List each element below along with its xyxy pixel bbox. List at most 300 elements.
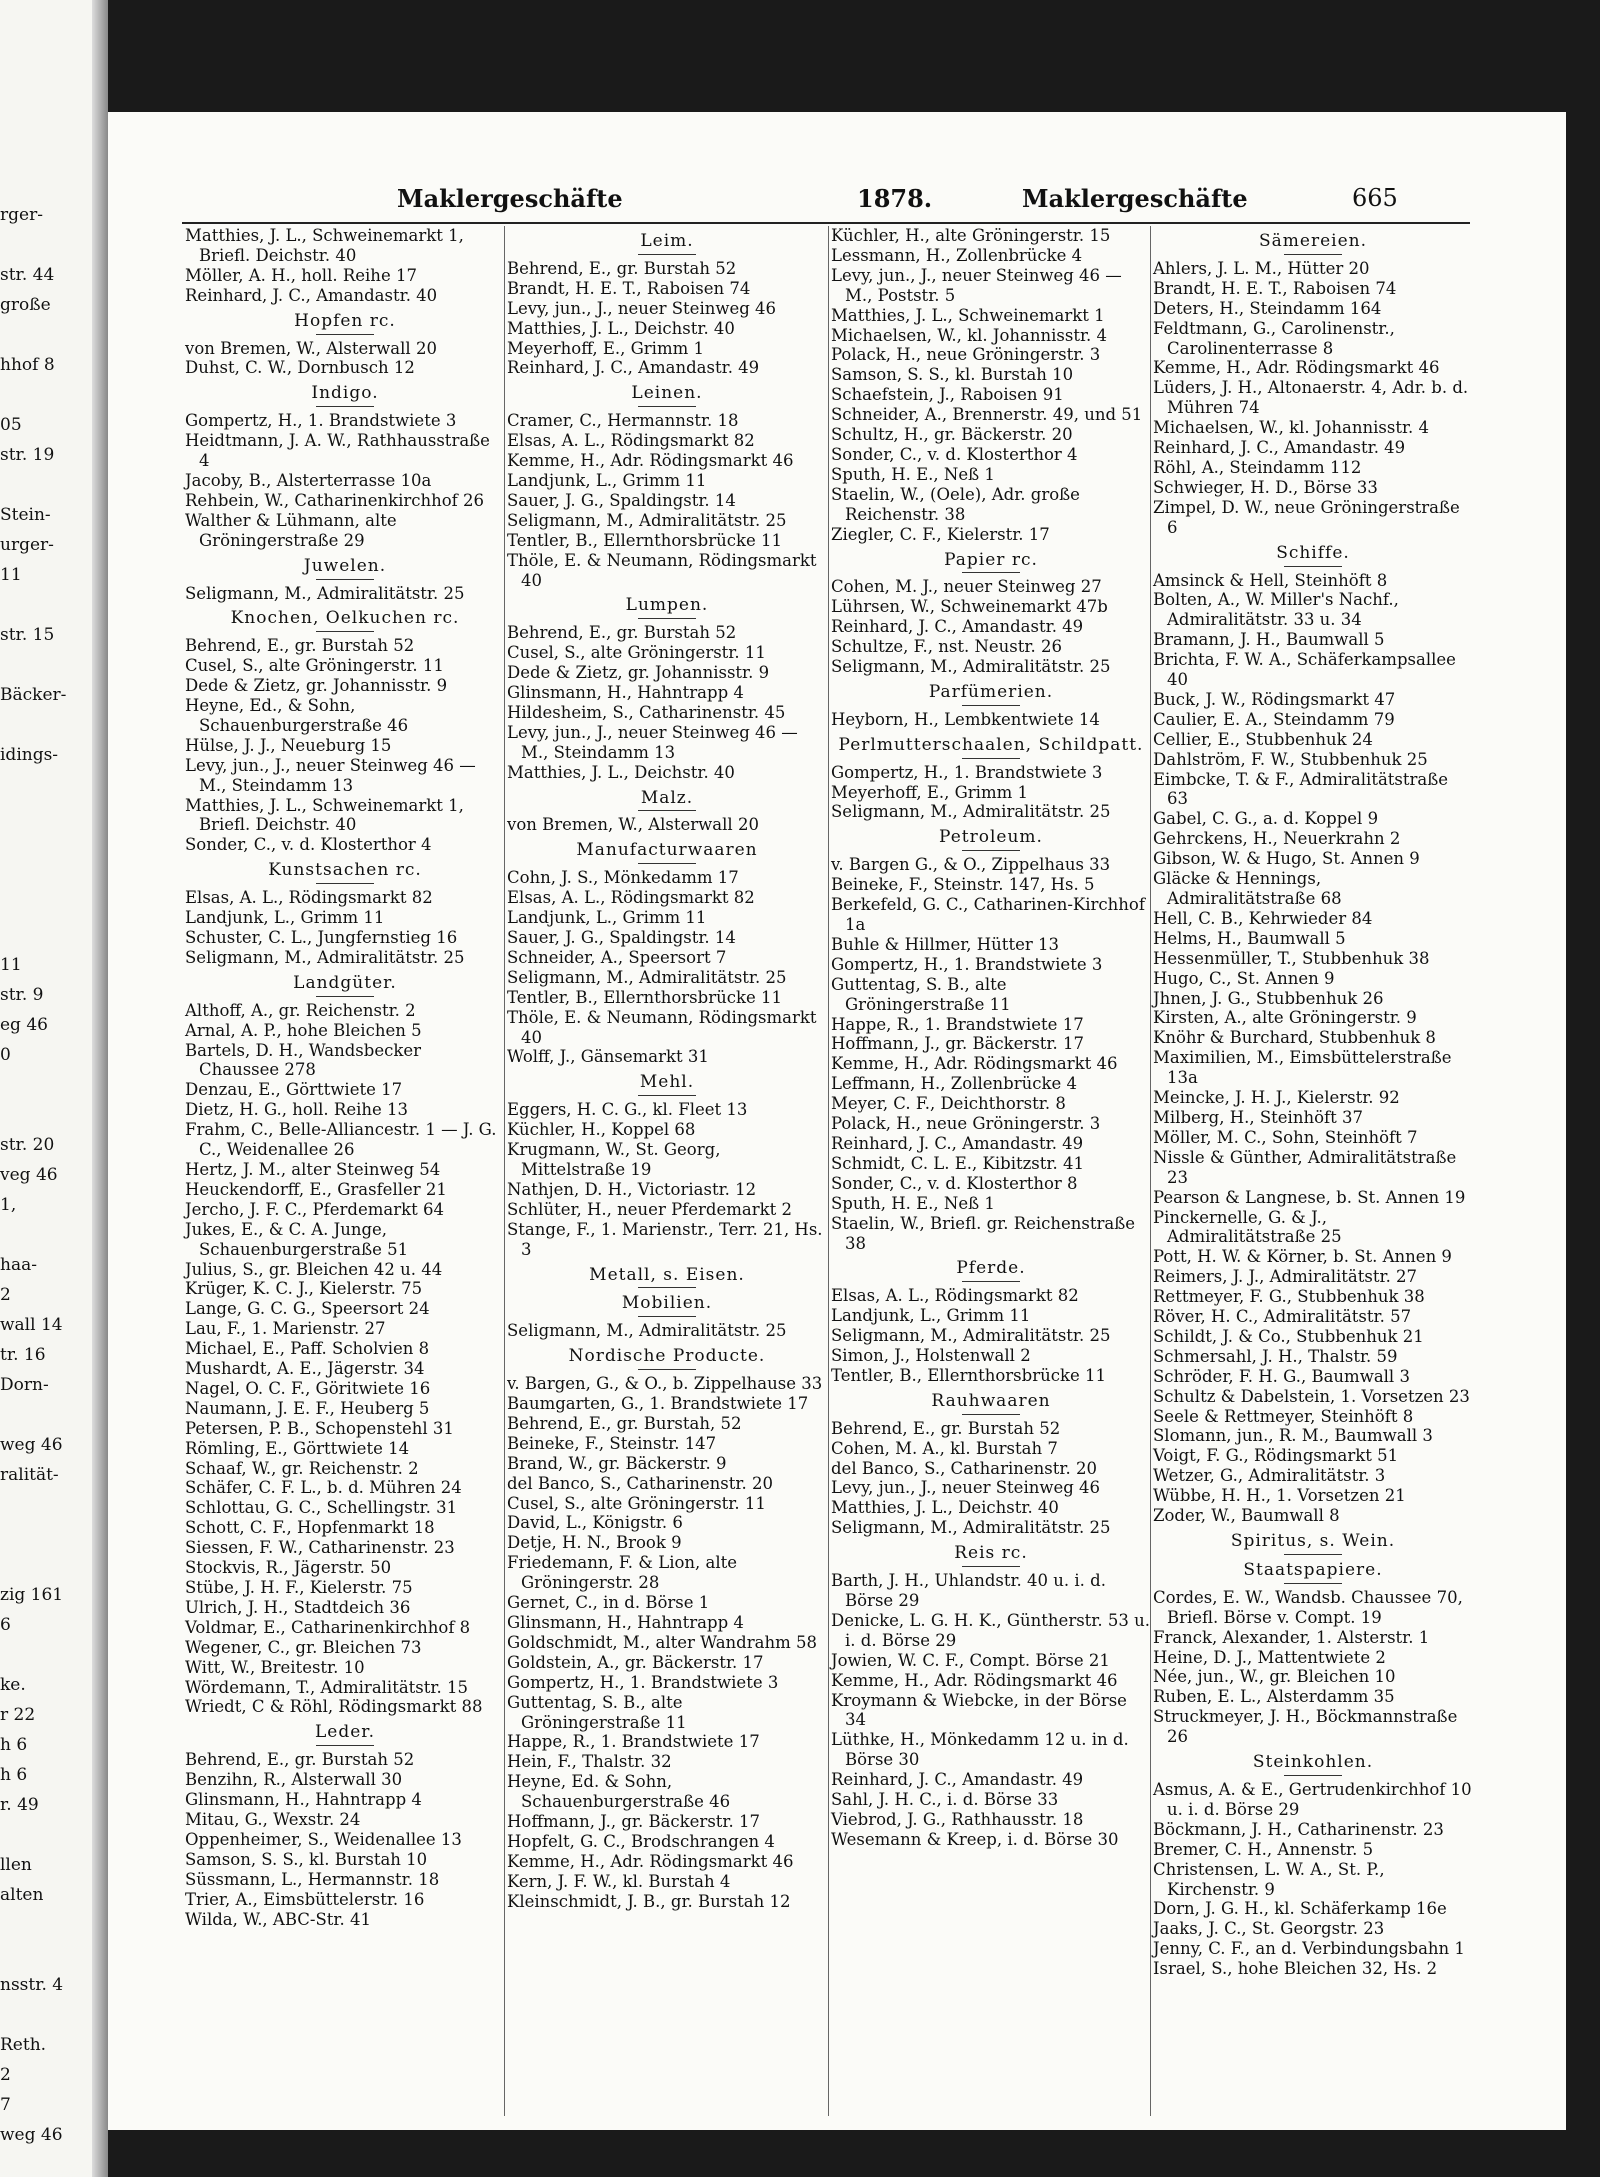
directory-entry: Tentler, B., Ellernthorsbrücke 11 bbox=[831, 1365, 1106, 1385]
directory-entry: Seligmann, M., Admiralitätstr. 25 bbox=[831, 657, 1111, 677]
section-heading: Reis rc. bbox=[831, 1544, 1151, 1567]
directory-entry: Amsinck & Hell, Steinhöft 8 bbox=[1153, 570, 1388, 590]
directory-entry: Gompertz, H., 1. Brandstwiete 3 bbox=[185, 411, 457, 431]
facing-page-line: ralität- bbox=[0, 1465, 59, 1485]
section-heading: Schiffe. bbox=[1153, 544, 1473, 567]
directory-entry: Mushardt, A. E., Jägerstr. 34 bbox=[185, 1359, 425, 1379]
directory-entry: Cusel, S., alte Gröningerstr. 11 bbox=[185, 656, 444, 676]
directory-entry: Wetzer, G., Admiralitätstr. 3 bbox=[1153, 1466, 1386, 1486]
directory-entry: Schlüter, H., neuer Pferdemarkt 2 bbox=[507, 1199, 793, 1219]
directory-entry: Behrend, E., gr. Burstah 52 bbox=[507, 258, 737, 278]
directory-entry: Wegener, C., gr. Bleichen 73 bbox=[185, 1637, 422, 1657]
directory-entry: Schott, C. F., Hopfenmarkt 18 bbox=[185, 1518, 435, 1538]
directory-entry: Reinhard, J. C., Amandastr. 49 bbox=[831, 1770, 1084, 1790]
directory-entry: Stockvis, R., Jägerstr. 50 bbox=[185, 1558, 392, 1578]
directory-entry: Seele & Rettmeyer, Steinhöft 8 bbox=[1153, 1406, 1414, 1426]
directory-entry: Matthies, J. L., Schweinemarkt 1, Briefl. Deichstr. 40 bbox=[185, 226, 464, 265]
directory-entry: Schultz, H., gr. Bäckerstr. 20 bbox=[831, 425, 1073, 445]
directory-entry: Bolten, A., W. Miller's Nachf., Admiralitätstr. 33 u. 34 bbox=[1153, 590, 1399, 630]
section-heading: Juwelen. bbox=[185, 557, 505, 580]
facing-page-line: h 6 bbox=[0, 1765, 28, 1785]
section-heading: Sämereien. bbox=[1153, 232, 1473, 255]
facing-page-line: weg 46 bbox=[0, 2125, 63, 2145]
directory-entry: Trier, A., Eimsbüttelerstr. 16 bbox=[185, 1889, 425, 1909]
directory-entry: Kemme, H., Adr. Rödingsmarkt 46 bbox=[831, 1670, 1118, 1690]
section-heading: Nordische Producte. bbox=[507, 1347, 827, 1370]
directory-entry: Dahlström, F. W., Stubbenhuk 25 bbox=[1153, 749, 1428, 769]
directory-entry: Seligmann, M., Admiralitätstr. 25 bbox=[831, 1518, 1111, 1538]
directory-entry: Levy, jun., J., neuer Steinweg 46 — M., Steindamm 13 bbox=[185, 755, 476, 795]
directory-entry: Matthies, J. L., Schweinemarkt 1 bbox=[831, 305, 1105, 325]
directory-entry: Tentler, B., Ellernthorsbrücke 11 bbox=[507, 530, 782, 550]
directory-entry: Lührsen, W., Schweinemarkt 47b bbox=[831, 597, 1108, 617]
directory-entry: Ziegler, C. F., Kielerstr. 17 bbox=[831, 524, 1050, 544]
directory-entry: Baumgarten, G., 1. Brandstwiete 17 bbox=[507, 1394, 809, 1414]
directory-columns bbox=[185, 226, 1473, 2146]
directory-entry: Reinhard, J. C., Amandastr. 49 bbox=[831, 1133, 1084, 1153]
facing-page-line: 1, bbox=[0, 1195, 17, 1215]
directory-entry: Röver, H. C., Admiralitätstr. 57 bbox=[1153, 1307, 1412, 1327]
directory-entry: Frahm, C., Belle-Alliancestr. 1 — J. G. C., Weidenallee 26 bbox=[185, 1120, 497, 1160]
directory-entry: Kern, J. F. W., kl. Burstah 4 bbox=[507, 1871, 731, 1891]
directory-entry: Gompertz, H., 1. Brandstwiete 3 bbox=[507, 1672, 779, 1692]
directory-entry: Kroymann & Wiebcke, in der Börse 34 bbox=[831, 1690, 1127, 1730]
directory-entry: Slomann, jun., R. M., Baumwall 3 bbox=[1153, 1426, 1433, 1446]
facing-page-line: str. 44 bbox=[0, 265, 55, 285]
directory-entry: Dede & Zietz, gr. Johannisstr. 9 bbox=[507, 663, 770, 683]
directory-entry: Duhst, C. W., Dornbusch 12 bbox=[185, 358, 415, 378]
directory-entry: Brichta, F. W. A., Schäferkampsallee 40 bbox=[1153, 650, 1456, 690]
column-3 bbox=[831, 226, 1151, 1850]
directory-entry: Née, jun., W., gr. Bleichen 10 bbox=[1153, 1667, 1396, 1687]
directory-entry: Detje, H. N., Brook 9 bbox=[507, 1533, 682, 1553]
directory-entry: Hülse, J. J., Neueburg 15 bbox=[185, 735, 392, 755]
directory-entry: Hopfelt, G. C., Brodschrangen 4 bbox=[507, 1831, 775, 1851]
section-heading: Staatspapiere. bbox=[1153, 1561, 1473, 1584]
directory-entry: Mitau, G., Wexstr. 24 bbox=[185, 1809, 361, 1829]
directory-entry: Landjunk, L., Grimm 11 bbox=[831, 1306, 1031, 1326]
directory-entry: Sonder, C., v. d. Klosterthor 8 bbox=[831, 1173, 1078, 1193]
directory-entry: Lange, G. C. G., Speersort 24 bbox=[185, 1299, 430, 1319]
directory-entry: Sauer, J. G., Spaldingstr. 14 bbox=[507, 928, 736, 947]
directory-entry: Seligmann, M., Admiralitätstr. 25 bbox=[831, 802, 1111, 822]
directory-entry: Meincke, J. H. J., Kielerstr. 92 bbox=[1153, 1088, 1400, 1108]
directory-entry: Sauer, J. G., Spaldingstr. 14 bbox=[507, 490, 736, 510]
directory-entry: Matthies, J. L., Deichstr. 40 bbox=[831, 1498, 1059, 1518]
directory-entry: Petersen, P. B., Schopenstehl 31 bbox=[185, 1418, 454, 1438]
directory-entry: Eggers, H. C. G., kl. Fleet 13 bbox=[507, 1100, 748, 1120]
section-heading: Leim. bbox=[507, 232, 827, 255]
directory-entry: Glinsmann, H., Hahntrapp 4 bbox=[507, 1613, 744, 1632]
facing-page-line: 7 bbox=[0, 2095, 11, 2115]
directory-entry: Jacoby, B., Alsterterrasse 10a bbox=[185, 470, 432, 490]
directory-entry: Kemme, H., Adr. Rödingsmarkt 46 bbox=[507, 451, 794, 471]
directory-entry: Buhle & Hillmer, Hütter 13 bbox=[831, 934, 1059, 954]
directory-entry: Brandt, H. E. T., Raboisen 74 bbox=[507, 278, 751, 298]
directory-entry: Behrend, E., gr. Burstah 52 bbox=[185, 1750, 415, 1770]
directory-entry: Ruben, E. L., Alsterdamm 35 bbox=[1153, 1687, 1395, 1707]
directory-entry: Gompertz, H., 1. Brandstwiete 3 bbox=[831, 762, 1103, 782]
directory-entry: Hoffmann, J., gr. Bäckerstr. 17 bbox=[507, 1812, 760, 1832]
facing-page-fragment bbox=[0, 0, 108, 2177]
directory-entry: Meyerhoff, E., Grimm 1 bbox=[831, 782, 1028, 802]
directory-entry: Milberg, H., Steinhöft 37 bbox=[1153, 1107, 1363, 1127]
directory-entry: Levy, jun., J., neuer Steinweg 46 bbox=[831, 1478, 1101, 1498]
facing-page-line: 2 bbox=[0, 1285, 11, 1305]
directory-entry: Tentler, B., Ellernthorsbrücke 11 bbox=[507, 987, 782, 1007]
directory-entry: Elsas, A. L., Rödingsmarkt 82 bbox=[831, 1286, 1079, 1306]
directory-entry: Gehrckens, H., Neuerkrahn 2 bbox=[1153, 829, 1401, 849]
facing-page-line: str. 9 bbox=[0, 985, 44, 1005]
directory-entry: Jowien, W. C. F., Compt. Börse 21 bbox=[831, 1650, 1110, 1670]
directory-entry: Christensen, L. W. A., St. P., Kirchenstr. 9 bbox=[1153, 1859, 1385, 1899]
directory-entry: Behrend, E., gr. Burstah 52 bbox=[831, 1418, 1061, 1438]
directory-entry: Küchler, H., Koppel 68 bbox=[507, 1120, 696, 1140]
directory-entry: Witt, W., Breitestr. 10 bbox=[185, 1657, 365, 1677]
directory-entry: Gompertz, H., 1. Brandstwiete 3 bbox=[831, 954, 1103, 974]
directory-entry: Kemme, H., Adr. Rödingsmarkt 46 bbox=[1153, 358, 1440, 378]
directory-entry: Lessmann, H., Zollenbrücke 4 bbox=[831, 245, 1083, 265]
directory-entry: Schneider, A., Speersort 7 bbox=[507, 947, 727, 967]
directory-entry: Denzau, E., Görttwiete 17 bbox=[185, 1080, 403, 1100]
directory-entry: Sahl, J. H. C., i. d. Börse 33 bbox=[831, 1790, 1059, 1810]
directory-entry: v. Bargen, G., & O., b. Zippelhause 33 bbox=[507, 1374, 823, 1394]
directory-entry: Jaaks, J. C., St. Georgstr. 23 bbox=[1153, 1919, 1385, 1939]
directory-entry: Stübe, J. H. F., Kielerstr. 75 bbox=[185, 1578, 413, 1597]
directory-entry: Dorn, J. G. H., kl. Schäferkamp 16e bbox=[1153, 1899, 1447, 1919]
directory-entry: Elsas, A. L., Rödingsmarkt 82 bbox=[185, 888, 433, 908]
directory-entry: Thöle, E. & Neumann, Rödingsmarkt 40 bbox=[507, 1007, 817, 1047]
directory-entry: Matthies, J. L., Deichstr. 40 bbox=[507, 318, 735, 338]
facing-page-line: str. 15 bbox=[0, 625, 55, 645]
directory-entry: Nissle & Günther, Admiralitätstraße 23 bbox=[1153, 1147, 1457, 1187]
section-heading: Landgüter. bbox=[185, 974, 505, 997]
directory-entry: Sonder, C., v. d. Klosterthor 4 bbox=[831, 444, 1078, 464]
directory-entry: Jhnen, J. G., Stubbenhuk 26 bbox=[1153, 988, 1384, 1008]
column-1 bbox=[185, 226, 505, 1929]
directory-entry: Heyborn, H., Lembkentwiete 14 bbox=[831, 709, 1100, 729]
directory-entry: Leffmann, H., Zollenbrücke 4 bbox=[831, 1074, 1077, 1094]
facing-page-line: haa- bbox=[0, 1255, 37, 1275]
directory-entry: Guttentag, S. B., alte Gröningerstraße 11 bbox=[507, 1692, 687, 1732]
facing-page-line: tr. 16 bbox=[0, 1345, 46, 1365]
facing-page-line: Bäcker- bbox=[0, 685, 67, 705]
facing-page-line: 11 bbox=[0, 955, 22, 975]
page-header bbox=[182, 180, 1470, 224]
directory-entry: Schultze, F., nst. Neustr. 26 bbox=[831, 637, 1062, 657]
directory-entry: Jukes, E., & C. A. Junge, Schauenburgerstraße 51 bbox=[185, 1219, 409, 1259]
facing-page-line: r 22 bbox=[0, 1705, 36, 1725]
directory-entry: Asmus, A. & E., Gertrudenkirchhof 10 u. i. d. Börse 29 bbox=[1153, 1779, 1472, 1819]
directory-entry: Rehbein, W., Catharinenkirchhof 26 bbox=[185, 490, 485, 510]
directory-entry: Goldschmidt, M., alter Wandrahm 58 bbox=[507, 1632, 817, 1652]
directory-entry: Heyne, Ed. & Sohn, Schauenburgerstraße 46 bbox=[507, 1772, 731, 1812]
directory-entry: Kemme, H., Adr. Rödingsmarkt 46 bbox=[831, 1054, 1118, 1074]
section-heading: Hopfen rc. bbox=[185, 312, 505, 335]
directory-entry: Knöhr & Burchard, Stubbenhuk 8 bbox=[1153, 1028, 1436, 1048]
directory-entry: Sputh, H. E., Neß 1 bbox=[831, 1193, 995, 1213]
directory-entry: Hertz, J. M., alter Steinweg 54 bbox=[185, 1159, 441, 1179]
directory-entry: Cohn, J. S., Mönkedamm 17 bbox=[507, 868, 739, 888]
directory-entry: Landjunk, L., Grimm 11 bbox=[507, 908, 707, 928]
directory-entry: Krugmann, W., St. Georg, Mittelstraße 19 bbox=[507, 1140, 721, 1179]
directory-entry: Caulier, E. A., Steindamm 79 bbox=[1153, 709, 1395, 729]
directory-entry: Behrend, E., gr. Burstah 52 bbox=[507, 623, 737, 643]
directory-entry: Levy, jun., J., neuer Steinweg 46 — M., Poststr. 5 bbox=[831, 265, 1122, 305]
header-year: 1878. bbox=[857, 184, 933, 213]
directory-entry: Beineke, F., Steinstr. 147 bbox=[507, 1433, 717, 1453]
facing-page-line: str. 20 bbox=[0, 1135, 55, 1155]
directory-entry: Pearson & Langnese, b. St. Annen 19 bbox=[1153, 1187, 1466, 1207]
directory-entry: Gernet, C., in d. Börse 1 bbox=[507, 1593, 710, 1613]
directory-entry: Dietz, H. G., holl. Reihe 13 bbox=[185, 1100, 408, 1120]
directory-entry: Krüger, K. C. J., Kielerstr. 75 bbox=[185, 1279, 423, 1299]
directory-entry: Matthies, J. L., Deichstr. 40 bbox=[507, 762, 735, 782]
directory-entry: Althoff, A., gr. Reichenstr. 2 bbox=[185, 1000, 416, 1020]
directory-entry: Schildt, J. & Co., Stubbenhuk 21 bbox=[1153, 1326, 1424, 1346]
section-heading: Malz. bbox=[507, 789, 827, 812]
directory-entry: Barth, J. H., Uhlandstr. 40 u. i. d. Börse 29 bbox=[831, 1571, 1106, 1610]
directory-entry: Arnal, A. P., hohe Bleichen 5 bbox=[185, 1020, 422, 1040]
facing-page-line: 05 bbox=[0, 415, 22, 435]
section-heading: Rauhwaaren bbox=[831, 1392, 1151, 1415]
directory-entry: Michael, E., Paff. Scholvien 8 bbox=[185, 1339, 430, 1359]
directory-entry: Naumann, J. E. F., Heuberg 5 bbox=[185, 1398, 430, 1418]
section-heading: Lumpen. bbox=[507, 596, 827, 619]
directory-entry: Hessenmüller, T., Stubbenhuk 38 bbox=[1153, 948, 1430, 968]
directory-entry: Jercho, J. F. C., Pferdemarkt 64 bbox=[185, 1199, 444, 1219]
section-heading: Papier rc. bbox=[831, 551, 1151, 574]
directory-entry: Gläcke & Hennings, Admiralitätstraße 68 bbox=[1153, 869, 1342, 908]
directory-entry: Hein, F., Thalstr. 32 bbox=[507, 1752, 672, 1772]
facing-page-line: 6 bbox=[0, 1615, 11, 1635]
directory-entry: Bremer, C. H., Annenstr. 5 bbox=[1153, 1839, 1374, 1859]
directory-entry: Stange, F., 1. Marienstr., Terr. 21, Hs. 3 bbox=[507, 1219, 823, 1259]
directory-entry: Schuster, C. L., Jungfernstieg 16 bbox=[185, 928, 458, 947]
directory-entry: Israel, S., hohe Bleichen 32, Hs. 2 bbox=[1153, 1959, 1438, 1979]
facing-page-line: alten bbox=[0, 1885, 44, 1905]
directory-entry: Cusel, S., alte Gröningerstr. 11 bbox=[507, 643, 766, 663]
directory-entry: Seligmann, M., Admiralitätstr. 25 bbox=[507, 1321, 787, 1341]
directory-entry: Heidtmann, J. A. W., Rathhausstraße 4 bbox=[185, 431, 490, 471]
facing-page-line: weg 46 bbox=[0, 1435, 63, 1455]
directory-entry: Sputh, H. E., Neß 1 bbox=[831, 464, 995, 484]
directory-entry: Ahlers, J. L. M., Hütter 20 bbox=[1153, 258, 1370, 278]
directory-entry: Gibson, W. & Hugo, St. Annen 9 bbox=[1153, 849, 1420, 869]
directory-entry: Seligmann, M., Admiralitätstr. 25 bbox=[185, 947, 465, 967]
header-left-title: Maklergeschäfte bbox=[397, 184, 623, 213]
directory-entry: Reinhard, J. C., Amandastr. 49 bbox=[831, 617, 1084, 637]
directory-entry: Zoder, W., Baumwall 8 bbox=[1153, 1506, 1340, 1526]
directory-entry: Süssmann, L., Hermannstr. 18 bbox=[185, 1869, 440, 1889]
directory-entry: Cusel, S., alte Gröningerstr. 11 bbox=[507, 1493, 766, 1513]
directory-entry: Schaefstein, J., Raboisen 91 bbox=[831, 385, 1064, 405]
page-number: 665 bbox=[1352, 184, 1398, 212]
directory-entry: Behrend, E., gr. Burstah 52 bbox=[185, 636, 415, 656]
directory-entry: Glinsmann, H., Hahntrapp 4 bbox=[507, 683, 744, 703]
directory-entry: Cohen, M. J., neuer Steinweg 27 bbox=[831, 577, 1102, 597]
directory-entry: Siessen, F. W., Catharinenstr. 23 bbox=[185, 1538, 455, 1558]
directory-entry: Hugo, C., St. Annen 9 bbox=[1153, 968, 1335, 988]
directory-entry: Reinhard, J. C., Amandastr. 49 bbox=[1153, 438, 1406, 458]
directory-entry: Kemme, H., Adr. Rödingsmarkt 46 bbox=[507, 1851, 794, 1871]
directory-entry: Schmidt, C. L. E., Kibitzstr. 41 bbox=[831, 1153, 1084, 1173]
directory-entry: Meyerhoff, E., Grimm 1 bbox=[507, 338, 704, 358]
directory-entry: Glinsmann, H., Hahntrapp 4 bbox=[185, 1790, 422, 1810]
directory-entry: Meyer, C. F., Deichthorstr. 8 bbox=[831, 1094, 1066, 1114]
directory-entry: Schröder, F. H. G., Baumwall 3 bbox=[1153, 1366, 1410, 1386]
directory-entry: Polack, H., neue Gröningerstr. 3 bbox=[831, 1114, 1101, 1134]
directory-entry: David, L., Königstr. 6 bbox=[507, 1513, 683, 1533]
facing-page-line: h 6 bbox=[0, 1735, 28, 1755]
directory-entry: Voigt, F. G., Rödingsmarkt 51 bbox=[1153, 1446, 1399, 1466]
section-heading: Mehl. bbox=[507, 1073, 827, 1096]
directory-entry: Heyne, Ed., & Sohn, Schauenburgerstraße 46 bbox=[185, 696, 409, 735]
section-heading: Leder. bbox=[185, 1723, 505, 1746]
facing-page-line: eg 46 bbox=[0, 1015, 48, 1035]
directory-entry: Michaelsen, W., kl. Johannisstr. 4 bbox=[1153, 418, 1430, 438]
directory-entry: Kleinschmidt, J. B., gr. Burstah 12 bbox=[507, 1891, 791, 1911]
directory-entry: Happe, R., 1. Brandstwiete 17 bbox=[831, 1014, 1084, 1034]
facing-page-line: idings- bbox=[0, 745, 59, 765]
directory-entry: Michaelsen, W., kl. Johannisstr. 4 bbox=[831, 325, 1108, 345]
directory-entry: Cellier, E., Stubbenhuk 24 bbox=[1153, 729, 1373, 749]
facing-page-line: urger- bbox=[0, 535, 54, 555]
directory-entry: del Banco, S., Catharinenstr. 20 bbox=[507, 1473, 773, 1493]
directory-entry: Möller, A. H., holl. Reihe 17 bbox=[185, 265, 417, 285]
facing-page-line: Reth. bbox=[0, 2035, 47, 2055]
directory-entry: Lüthke, H., Mönkedamm 12 u. in d. Börse 30 bbox=[831, 1730, 1129, 1770]
section-heading: Petroleum. bbox=[831, 828, 1151, 851]
directory-entry: Julius, S., gr. Bleichen 42 u. 44 bbox=[185, 1259, 443, 1279]
directory-entry: Deters, H., Steindamm 164 bbox=[1153, 298, 1382, 318]
facing-page-line: rger- bbox=[0, 205, 43, 225]
page-gutter bbox=[92, 0, 108, 2177]
directory-entry: Nagel, O. C. F., Göritwiete 16 bbox=[185, 1378, 431, 1398]
directory-entry: Brandt, H. E. T., Raboisen 74 bbox=[1153, 278, 1397, 298]
facing-page-line: str. 19 bbox=[0, 445, 55, 465]
directory-entry: Wilda, W., ABC-Str. 41 bbox=[185, 1909, 371, 1929]
directory-entry: Landjunk, L., Grimm 11 bbox=[507, 470, 707, 490]
directory-entry: Seligmann, M., Admiralitätstr. 25 bbox=[185, 583, 465, 603]
directory-entry: Nathjen, D. H., Victoriastr. 12 bbox=[507, 1179, 757, 1199]
directory-entry: Helms, H., Baumwall 5 bbox=[1153, 928, 1346, 948]
directory-entry: Heuckendorff, E., Grasfeller 21 bbox=[185, 1179, 447, 1199]
directory-entry: Seligmann, M., Admiralitätstr. 25 bbox=[507, 967, 787, 987]
directory-entry: Behrend, E., gr. Burstah, 52 bbox=[507, 1413, 742, 1433]
directory-entry: Oppenheimer, S., Weidenallee 13 bbox=[185, 1829, 462, 1849]
facing-page-line: Stein- bbox=[0, 505, 51, 525]
facing-page-line: nsstr. 4 bbox=[0, 1975, 64, 1995]
directory-entry: Böckmann, J. H., Catharinenstr. 23 bbox=[1153, 1819, 1444, 1839]
facing-page-line: 0 bbox=[0, 1045, 11, 1065]
section-heading: Spiritus, s. Wein. bbox=[1153, 1532, 1473, 1555]
directory-entry: Friedemann, F. & Lion, alte Gröningerstr. 28 bbox=[507, 1553, 738, 1593]
directory-entry: Pinckernelle, G. & J., Admiralitätstraße 25 bbox=[1153, 1207, 1342, 1247]
directory-entry: Gabel, C. G., a. d. Koppel 9 bbox=[1153, 809, 1379, 829]
directory-entry: Cramer, C., Hermannstr. 18 bbox=[507, 411, 739, 431]
directory-entry: Römling, E., Görttwiete 14 bbox=[185, 1438, 410, 1458]
directory-entry: Wolff, J., Gänsemarkt 31 bbox=[507, 1047, 709, 1067]
directory-entry: Landjunk, L., Grimm 11 bbox=[185, 908, 385, 928]
directory-entry: von Bremen, W., Alsterwall 20 bbox=[507, 815, 759, 835]
directory-entry: Lüders, J. H., Altonaerstr. 4, Adr. b. d. Mühren 74 bbox=[1153, 378, 1469, 418]
directory-entry: Berkefeld, G. C., Catharinen-Kirchhof 1a bbox=[831, 895, 1145, 934]
directory-entry: Röhl, A., Steindamm 112 bbox=[1153, 457, 1362, 477]
directory-entry: Elsas, A. L., Rödingsmarkt 82 bbox=[507, 888, 755, 908]
directory-entry: Zimpel, D. W., neue Gröningerstraße 6 bbox=[1153, 497, 1460, 537]
directory-entry: Thöle, E. & Neumann, Rödingsmarkt 40 bbox=[507, 550, 817, 590]
directory-entry: Möller, M. C., Sohn, Steinhöft 7 bbox=[1153, 1127, 1418, 1147]
section-heading: Kunstsachen rc. bbox=[185, 861, 505, 884]
directory-entry: Eimbcke, T. & F., Admiralitätstraße 63 bbox=[1153, 769, 1449, 809]
directory-entry: Levy, jun., J., neuer Steinweg 46 bbox=[507, 298, 777, 318]
directory-entry: Schmersahl, J. H., Thalstr. 59 bbox=[1153, 1346, 1398, 1366]
facing-page-line: ke. bbox=[0, 1675, 26, 1695]
directory-entry: Sonder, C., v. d. Klosterthor 4 bbox=[185, 835, 432, 855]
directory-entry: Schlottau, G. C., Schellingstr. 31 bbox=[185, 1498, 458, 1518]
directory-entry: del Banco, S., Catharinenstr. 20 bbox=[831, 1458, 1097, 1478]
directory-entry: Schultz & Dabelstein, 1. Vorsetzen 23 bbox=[1153, 1386, 1470, 1406]
directory-entry: Wördemann, T., Admiralitätstr. 15 bbox=[185, 1677, 468, 1697]
directory-entry: Voldmar, E., Catharinenkirchhof 8 bbox=[185, 1617, 471, 1637]
facing-page-line: große bbox=[0, 295, 51, 315]
section-heading: Manufacturwaaren bbox=[507, 841, 827, 864]
header-right-title: Maklergeschäfte bbox=[1022, 184, 1248, 213]
directory-entry: Dede & Zietz, gr. Johannisstr. 9 bbox=[185, 676, 448, 696]
directory-entry: Samson, S. S., kl. Burstah 10 bbox=[185, 1849, 428, 1869]
section-heading: Mobilien. bbox=[507, 1294, 827, 1317]
facing-page-line: 2 bbox=[0, 2065, 11, 2085]
directory-entry: Guttentag, S. B., alte Gröningerstraße 11 bbox=[831, 974, 1011, 1014]
column-2 bbox=[507, 226, 827, 1912]
section-heading: Indigo. bbox=[185, 384, 505, 407]
directory-entry: Staelin, W., (Oele), Adr. große Reichenstr. 38 bbox=[831, 484, 1080, 524]
directory-entry: Bramann, J. H., Baumwall 5 bbox=[1153, 630, 1385, 650]
section-heading: Metall, s. Eisen. bbox=[507, 1266, 827, 1289]
section-heading: Steinkohlen. bbox=[1153, 1753, 1473, 1776]
directory-entry: Ulrich, J. H., Stadtdeich 36 bbox=[185, 1597, 411, 1617]
directory-entry: Schwieger, H. D., Börse 33 bbox=[1153, 477, 1378, 497]
directory-entry: Seligmann, M., Admiralitätstr. 25 bbox=[831, 1326, 1111, 1346]
directory-entry: Levy, jun., J., neuer Steinweg 46 — M., Steindamm 13 bbox=[507, 722, 798, 762]
directory-entry: Matthies, J. L., Schweinemarkt 1, Briefl. Deichstr. 40 bbox=[185, 795, 464, 835]
facing-page-line: veg 46 bbox=[0, 1165, 58, 1185]
facing-page-line: 11 bbox=[0, 565, 22, 585]
directory-entry: v. Bargen G., & O., Zippelhaus 33 bbox=[831, 855, 1111, 875]
directory-entry: Elsas, A. L., Rödingsmarkt 82 bbox=[507, 431, 755, 451]
directory-entry: Bartels, D. H., Wandsbecker Chaussee 278 bbox=[185, 1040, 421, 1080]
facing-page-line: zig 161 bbox=[0, 1585, 64, 1605]
directory-entry: Küchler, H., alte Gröningerstr. 15 bbox=[831, 226, 1111, 245]
section-heading: Pferde. bbox=[831, 1259, 1151, 1282]
column-4 bbox=[1153, 226, 1473, 1979]
directory-entry: Hoffmann, J., gr. Bäckerstr. 17 bbox=[831, 1034, 1084, 1054]
directory-entry: Schaaf, W., gr. Reichenstr. 2 bbox=[185, 1458, 419, 1478]
directory-entry: Lau, F., 1. Marienstr. 27 bbox=[185, 1319, 386, 1339]
directory-entry: Walther & Lühmann, alte Gröningerstraße 29 bbox=[185, 510, 397, 550]
directory-entry: von Bremen, W., Alsterwall 20 bbox=[185, 338, 437, 358]
directory-entry: Wriedt, C & Röhl, Rödingsmarkt 88 bbox=[185, 1697, 483, 1717]
facing-page-line: r. 49 bbox=[0, 1795, 39, 1815]
directory-entry: Benzihn, R., Alsterwall 30 bbox=[185, 1770, 403, 1790]
facing-page-line: Dorn- bbox=[0, 1375, 49, 1395]
section-heading: Leinen. bbox=[507, 384, 827, 407]
facing-page-line: llen bbox=[0, 1855, 32, 1875]
directory-entry: Cordes, E. W., Wandsb. Chaussee 70, Briefl. Börse v. Compt. 19 bbox=[1153, 1587, 1463, 1627]
directory-entry: Viebrod, J. G., Rathhausstr. 18 bbox=[831, 1809, 1084, 1829]
directory-entry: Maximilien, M., Eimsbüttelerstraße 13a bbox=[1153, 1048, 1452, 1088]
